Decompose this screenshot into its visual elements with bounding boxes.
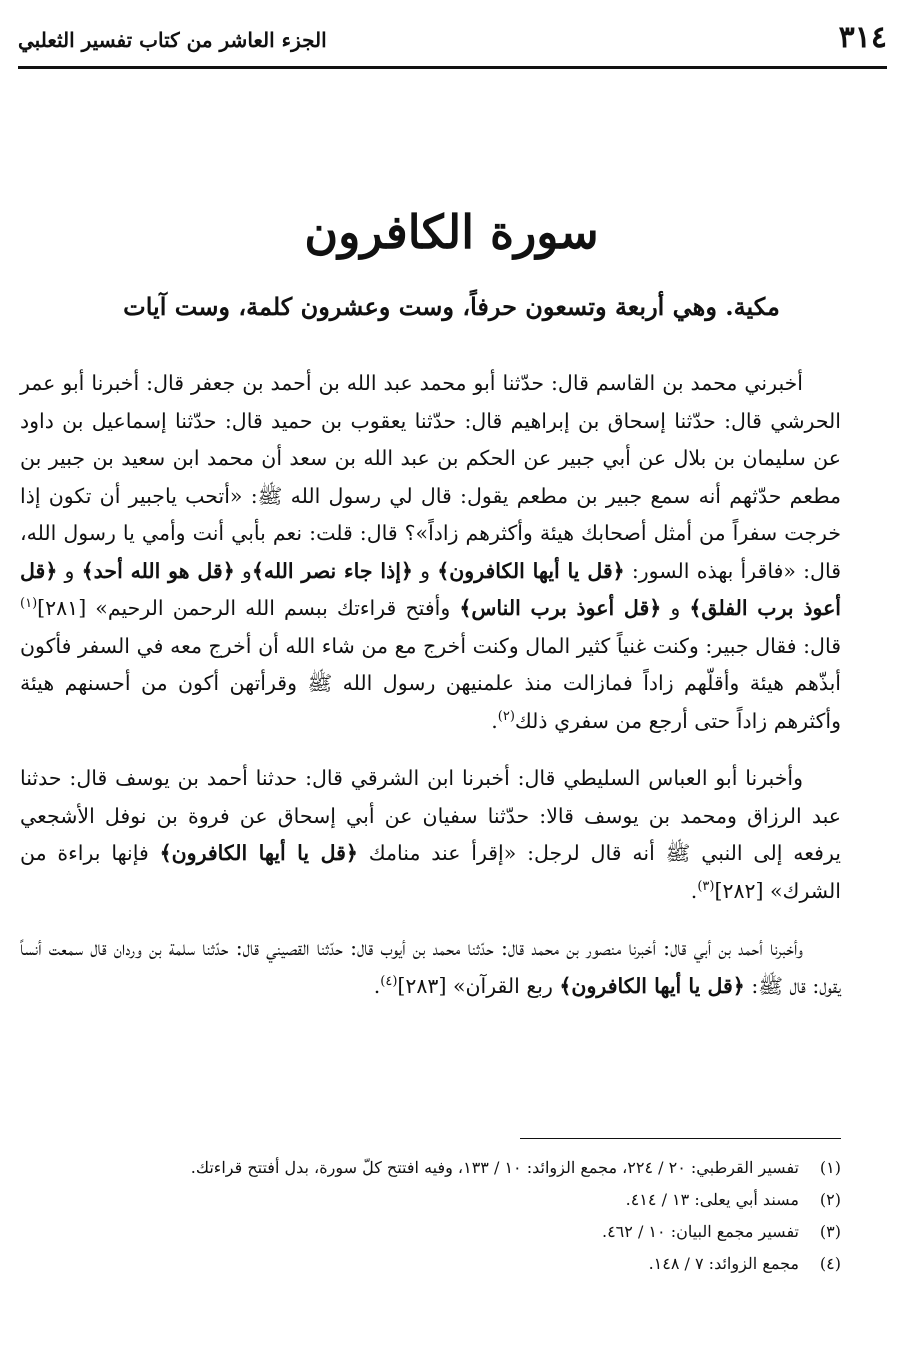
footnote-text: تفسير مجمع البيان: ١٠ / ٤٦٢. <box>601 1222 799 1241</box>
quran-verse: ﴿قل يا أيها الكافرون﴾ <box>437 558 625 583</box>
paragraph-1 <box>20 365 841 740</box>
footnote-text: تفسير القرطبي: ٢٠ / ٢٢٤، مجمع الزوائد: ١٠ / ١٣٣، وفيه افتتح كلّ سورة، بدل أفتتح قراءتك. <box>190 1158 799 1177</box>
text-run: ربع القرآن» [٢٨٣] <box>397 973 560 998</box>
footnote-text: مجمع الزوائد: ٧ / ١٤٨. <box>648 1254 799 1273</box>
header-rule <box>18 66 887 69</box>
footnote-marker[interactable]: (٣) <box>697 878 715 894</box>
text-run: و <box>412 558 438 583</box>
footnote-3 <box>40 1216 841 1248</box>
surah-title: سورة الكافرون <box>304 205 599 259</box>
text-run: و <box>661 596 690 620</box>
quran-verse: ﴿إذا جاء نصر الله﴾ <box>251 558 413 583</box>
footnote-number: (٣) <box>819 1222 841 1241</box>
text-run: أخبرني محمد بن القاسم قال: حدّثنا أبو محمد عبد الله بن أحمد بن جعفر قال: أخبرنا أبو عمر الحرشي قال: حدّثنا إسحاق بن إبراهيم قال: حدّثنا يعقوب بن حميد قال: حدّثنا إسماعيل بن داود عن سليمان بن بلال عن أبي جبير عن الحكم بن عبد الله بن سعد أن محمد ابن سعيد بن جبير بن مطعم حدّثهم أنه سمع جبير بن مطعم يقول: قال لي رسول الله ﷺ: «أتحب ياجبير أن تكون إذا خرجت سفراً من أمثل أصحابك هيئة وأكثرهم زاداً»؟ قال: قلت: نعم بأبي أنت وأمي يا رسول الله، قال: «فاقرأ بهذه السور: <box>20 371 841 583</box>
footnote-marker[interactable]: (١) <box>20 596 38 612</box>
footnote-2 <box>40 1184 841 1216</box>
footnote-number: (٢) <box>819 1190 841 1209</box>
surah-subtitle: مكية. وهي أربعة وتسعون حرفاً، وست وعشرون كلمة، وست آيات <box>123 292 780 321</box>
page-header <box>18 20 887 68</box>
paragraph-2 <box>20 760 841 910</box>
text-run: . <box>491 708 498 733</box>
body-text <box>20 365 841 1005</box>
text-run: و <box>234 558 252 583</box>
footnote-4 <box>40 1248 841 1280</box>
quran-verse: ﴿قل هو الله أحد﴾ <box>81 558 235 583</box>
running-title: الجزء العاشر من كتاب تفسير الثعلبي <box>18 28 327 52</box>
text-run: وأخبرنا أحمد بن أبي قال: أخبرنا منصور بن محمد قال: حدّثنا محمد بن أيوب قال: حدّثنا القصيني قال: حدّثنا سلمة بن وردان قال سمعت أنساً يقول: قال ﷺ: <box>20 936 841 998</box>
footnote-number: (١) <box>819 1158 841 1177</box>
footnote-text: مسند أبي يعلى: ١٣ / ٤١٤. <box>625 1190 799 1209</box>
footnote-marker[interactable]: (٤) <box>380 973 398 989</box>
quran-verse: ﴿قل أعوذ برب الناس﴾ <box>459 596 662 620</box>
text-run: فإنها براءة من الشرك» [٢٨٢] <box>20 841 841 903</box>
footnote-marker[interactable]: (٢) <box>497 708 515 724</box>
text-run: قال: فقال جبير: وكنت غنياً كثير المال وكنت أخرج مع من شاء الله أن أخرج معه في السفر فأكون أبذّهم هيئة وأقلّهم زاداً فمازالت منذ علمنيهن رسول الله ﷺ وقرأتهن أكون من أحسنهم هيئة وأكثرهم زاداً حتى أرجع من سفري ذلك <box>20 633 841 733</box>
footnote-rule <box>520 1138 841 1139</box>
footnotes <box>40 1152 841 1280</box>
footnote-number: (٤) <box>819 1254 841 1273</box>
text-run: وأفتح قراءتك ببسم الله الرحمن الرحيم» [٢٨١] <box>37 596 460 620</box>
paragraph-3 <box>20 930 841 1005</box>
text-run: . <box>690 878 698 903</box>
text-run: . <box>373 973 381 998</box>
quran-verse: ﴿قل يا أيها الكافرون﴾ <box>159 841 358 865</box>
quran-verse: ﴿قل يا أيها الكافرون﴾ <box>559 973 745 998</box>
footnote-1 <box>40 1152 841 1184</box>
text-run: و <box>57 558 82 583</box>
page-number: ٣١٤ <box>838 20 887 55</box>
quran-verse: ﴿قل أعوذ برب الفلق﴾ <box>20 558 841 620</box>
text-run: وأخبرنا أبو العباس السليطي قال: أخبرنا ابن الشرقي قال: حدثنا أحمد بن يوسف قال: حدثنا عبد الرزاق ومحمد بن يوسف قالا: حدّثنا سفيان عن أبي إسحاق عن فروة بن نوفل الأشجعي يرفعه إلى النبي ﷺ أنه قال لرجل: «إقرأ عند منامك <box>20 766 841 865</box>
